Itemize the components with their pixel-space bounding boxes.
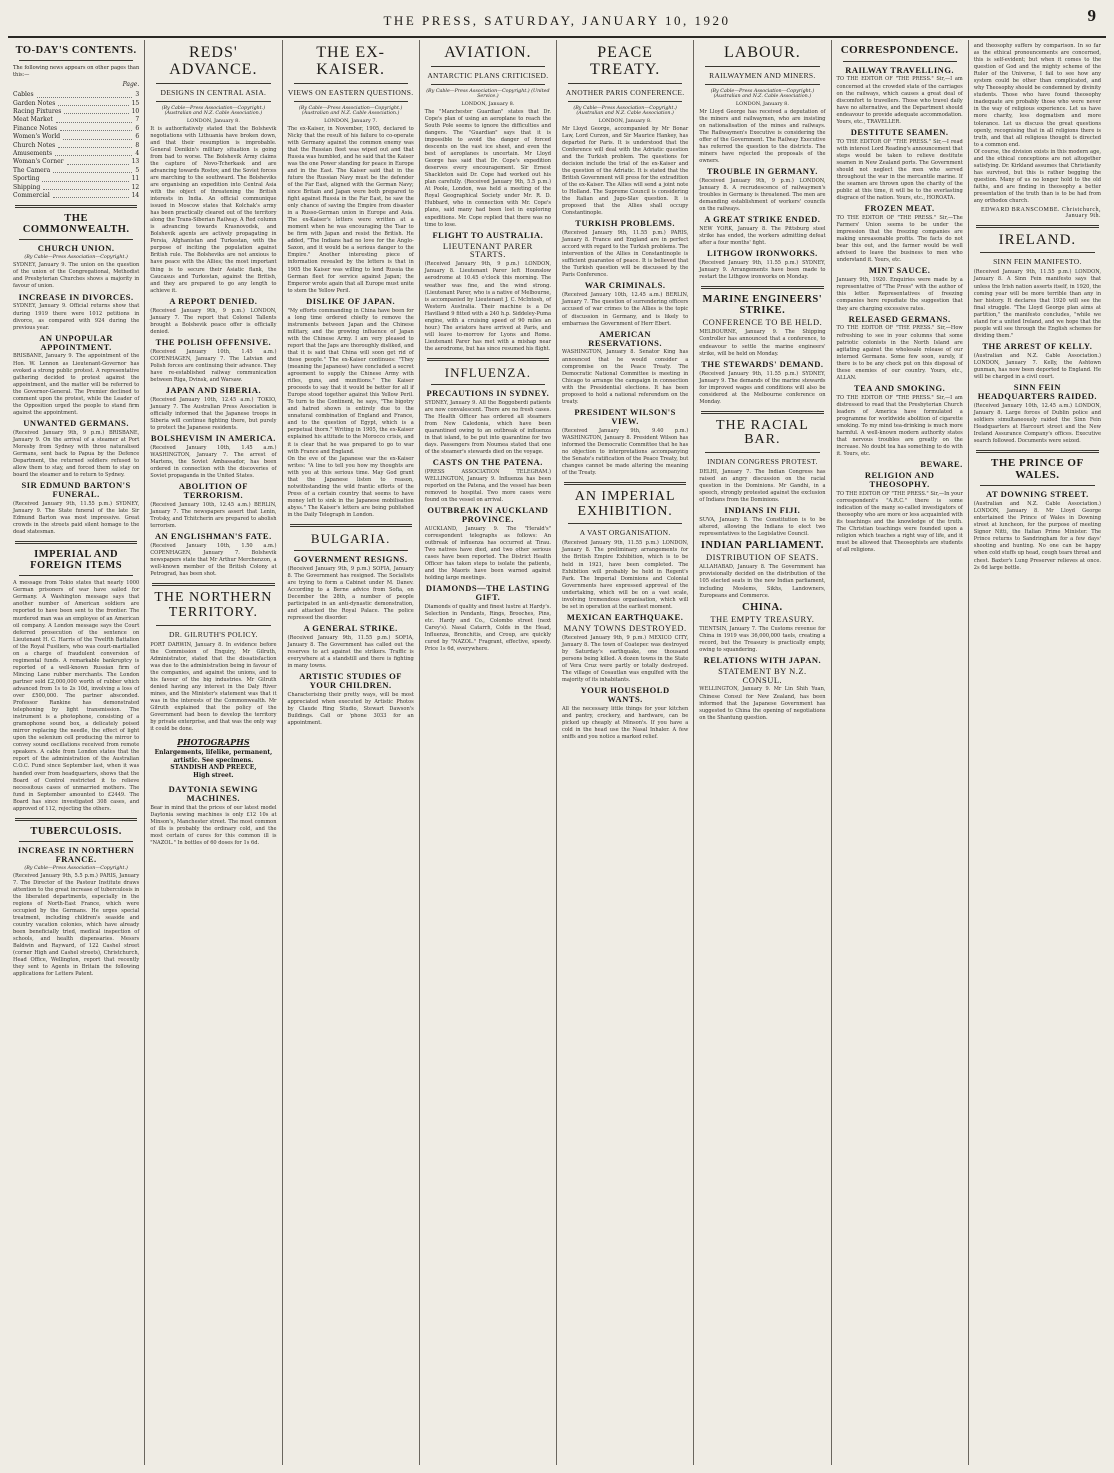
- precautions-heading: PRECAUTIONS IN SYDNEY.: [426, 387, 550, 398]
- article-body: Diamonds of quality and finest lustre at Hardy's. Selection in Pendants, Rings, Brooches, Pins, etc. Hardy and Co., Colombo street (next Carey's). Nasal Catarrh, Colds in the Head, Influenza, Bronchitis, and Croup, are quickly cured by "NAZOL." Fragrant, effective, speedy. Price 1s 6d, everywhere.: [424, 604, 551, 653]
- article-headline: THE EX-KAISER.: [316, 44, 386, 78]
- divider: [701, 286, 823, 289]
- article-body: (Received January 10th, 12.45 a.m.) TOKIO, January 7. The Australian Press Association is officially informed that the Japanese troops in Siberia will continue fighting there, but purely to protect the Japanese residents.: [150, 396, 277, 432]
- article-body: January 9th, 1920. Enquiries were made by a representative of "The Press" with the author of this letter. Representatives of freezing companies here repudiate the suggestion that they are charging excessive rates.: [836, 277, 963, 312]
- released-heading: RELEASED GERMANS.: [848, 313, 951, 324]
- leader-dots: [58, 142, 132, 148]
- article-body: (Received January 10th, 12.45 a.m.) LONDON, January 8. Large forces of Dublin police and soldiers simultaneously raided the Sinn Fein Headquarters at Harcourt street and the New Ireland Assurance Company's offices. Executive search followed. Documents were seized.: [973, 402, 1101, 445]
- article-body: TO THE EDITOR OF "THE PRESS." Sir,—The Farmers' Union seems to be under the impression that the freezing companies are making unreasonable profits. The facts do not bear this out, and the farmer would be well advised to leave the business to men who understand it. Yours, etc.: [836, 215, 963, 264]
- contents-item-page: 14: [131, 191, 140, 199]
- divider: [701, 411, 823, 414]
- contents-item: [13, 158, 139, 166]
- divider: [19, 239, 133, 240]
- article-body: It is authoritatively stated that the Bolshevik negotiations with Lithuania have broken down, and that their resumption is improbable. General Denikin's military situation is going from bad to worse. The Bolshevik Army claims the capture of Novo-Tcherkask and are advancing towards Rostov, and the Soviet forces are marching to the southward. The Bolsheviks are organising an expedition into Central Asia with the object of threatening the British interests in India. An official communique issued in Moscow states that Kolchak's army has been practically cleared out of the territory along the Trans-Siberian Railway. A Red column is advancing towards Krasnovodsk, and Bolshevik agents are actively propagating in Persia, Afghanistan and Turkestan, with the purpose of inciting the population against British rule. The Bolsheviks are not anxious to have peace with the Allies; the most important thing is to secure their Asiatic flank, the Caucasus and Turkestan, against the British, and they are prepared to go any length to achieve it.: [150, 125, 277, 294]
- photographs-ad-text: Enlargements, lifelike, permanent, artistic. See specimens. STANDISH AND PREECE, High street.: [154, 749, 273, 779]
- leader-dots: [63, 133, 132, 139]
- leader-dots: [67, 158, 129, 164]
- contents-item-name: Garden Notes: [13, 99, 56, 107]
- report-denied-heading: A REPORT DENIED.: [169, 295, 258, 306]
- dateline: LONDON, January 8.: [461, 100, 515, 107]
- contents-item-page: 8: [135, 141, 140, 149]
- article-body: (Received January 10th, 12.45 a.m.) BERLIN, January 7. The question of surrendering officers accused of war crimes to the Allies is the topic of discussion in Germany, and is likely to embarrass the Government of Herr Ebert.: [562, 292, 689, 327]
- article-body: TO THE EDITOR OF "THE PRESS." Sir,—I am concerned at the crowded state of the carriages on the railways, which causes a great deal of discomfort to travellers. Those who travel daily have no alternative, and the Department should endeavour to provide adequate accommodation. Yours, etc., TRAVELLER.: [836, 76, 963, 125]
- column-5: [557, 40, 694, 1465]
- column-4: [420, 40, 557, 1465]
- leader-dots: [64, 108, 128, 114]
- divider: [705, 452, 819, 453]
- article-body: All the necessary little things for your kitchen and pantry, crockery, and hardware, can be picked up cheaply at Minson's. If you have a cold in the head use the Nasal Inhaler. A few sniffs and you notice a marked relief.: [562, 705, 689, 741]
- vast-subheading: A VAST ORGANISATION.: [579, 528, 671, 538]
- contents-item: [13, 91, 139, 99]
- contents-item-page: 6: [135, 133, 140, 141]
- contents-list: [13, 91, 139, 200]
- article-subheading: RAILWAYMEN AND MINERS.: [709, 70, 816, 80]
- article-body: BRISBANE, January 9. The appointment of the Hon. W. Lennon as Lieutenant-Governor has evoked a strong public protest. A representative gathering decided to protest against the appointment, and the matter will be referred to the Governor-General. The Premier declined to comment upon the protest, while the Leader of the Opposition urged the people to stand firm against the appointment.: [13, 353, 140, 416]
- article-body: (Received January 9th, 9 p.m.) LONDON, January 8. Lieutenant Parer left Hounslow aerodrome at 10.45 o'clock this morning. The weather was fine, and the wind strong. (Lieutenant Parer, who is a native of Melbourne, is accompanied by Lieutenant J. C. McIntosh, of Western Australia. Their machine is a De Havilland 9 fitted with a 240 h.p. Siddeley-Puma engine, with a cruising speed of 90 miles an hour.) The aviators have arrived at Paris, and will leave to-morrow for Lyons and Rome. Lieutenant Parer has met with a mishap near the aerodrome, but has since resumed his flight.: [424, 261, 551, 352]
- contents-item: [13, 100, 139, 108]
- article-subheading: DESIGNS IN CENTRAL ASIA.: [160, 87, 267, 97]
- contents-item-name: Sporting: [13, 175, 40, 183]
- article-body: "My efforts commanding in China have been for a long time ordered chiefly to remove the instruments between Japan and the Chinese military, and the growing influence of Japan with the Chinese Army. I am very pleased to report that the Japs are thoroughly disliked, and that it is said that China will soon get rid of these people." The ex-Kaiser continues: "They (meaning the Japanese) have concluded a secret agreement to supply the Chinese Army with rifles, guns, and munitions." The Kaiser proceeds to say that it would be better for all if Europe stood together against this Yellow Peril. To turn to the Continent, he says, "The bigotry and hatred shown is entirely due to the unnatural combination of England and France, and to the question of Egypt, which is a perpetual thorn." Writing in 1905, the ex-Kaiser explained his attitude to the Morocco crisis, and it is clear that he was prepared to go to war with France and England.: [287, 307, 414, 455]
- article-body: PORT DARWIN, January 8. In evidence before the Commission of Enquiry, Mr Gilruth, Administrator, stated that the dissatisfaction was due to the administration being in favour of the companies, and against the unions, and to his favour of the big industries. Mr Gilruth denied having any interest in the Daly River mines, and the Minister's statement was that it was in the interests of the Commonwealth. Mr Gilruth explained that the policy of the Government had been to develop the territory by private enterprise, and that was the only way it could be done.: [150, 641, 277, 733]
- contents-item-page: 11: [131, 175, 140, 183]
- divider: [294, 550, 408, 551]
- france-heading: INCREASE IN NORTHERN FRANCE.: [17, 844, 135, 864]
- article-headline: LABOUR.: [723, 44, 801, 61]
- ireland-headline: IRELAND.: [998, 231, 1077, 248]
- masthead-rule: [8, 36, 1106, 38]
- influenza-headline: INFLUENZA.: [444, 364, 531, 380]
- religion-heading: RELIGION AND THEOSOPHY.: [864, 470, 935, 490]
- column-6: [694, 40, 831, 1465]
- indian-parliament-heading: INDIAN PARLIAMENT.: [700, 540, 824, 552]
- contents-item-name: Meat Market: [13, 116, 53, 124]
- column-1: [8, 40, 145, 1465]
- article-body: MELBOURNE, January 9. The Shipping Controller has announced that a conference, to endeavour to settle the marine engineers' strike, will be held on Monday.: [699, 329, 826, 357]
- masthead: [0, 0, 1114, 40]
- statement-heading: STATEMENT BY N.Z. CONSUL.: [718, 665, 807, 685]
- bolshevism-heading: BOLSHEVISM IN AMERICA.: [150, 433, 276, 444]
- church-union-heading: CHURCH UNION.: [37, 243, 115, 254]
- war-criminals-heading: WAR CRIMINALS.: [584, 280, 666, 291]
- contents-item-name: Amusements: [13, 149, 53, 157]
- leader-dots: [53, 192, 129, 198]
- article-body: TIENTSIN, January 7. The Customs revenue for China in 1919 was 36,000,000 taels, creating a record, but the Treasury is practically empty, owing to squandering.: [699, 625, 826, 653]
- indian-congress-subheading: INDIAN CONGRESS PROTEST.: [707, 457, 818, 467]
- imperial-expo-headline: AN IMPERIAL EXHIBITION.: [574, 489, 676, 519]
- divider: [431, 384, 545, 385]
- divider: [568, 523, 682, 524]
- divider: [156, 83, 270, 84]
- contents-item-name: Commercial: [13, 191, 50, 199]
- article-body: (Received January 10th, 12.45 a.m.) BERLIN, January 7. The newspapers assert that Lenin, Trotsky, and Tchitcherin are prepared to abolish terrorism.: [150, 502, 277, 530]
- frozen-meat-heading: FROZEN MEAT.: [864, 203, 935, 214]
- china-heading: CHINA.: [742, 601, 783, 613]
- article-body: (Received January 10th, 1.45 a.m.) COPENHAGEN, January 7. The Latvian and Polish forces are continuing their advance. They have re-established railway communication between Riga, Dvinsk, and Warsaw.: [150, 348, 277, 383]
- leader-dots: [43, 184, 128, 190]
- credit-line: (By Cable—Press Association—Copyright.) (Australian and N.Z. Cable Association.): [298, 105, 403, 116]
- article-subheading: ANOTHER PARIS CONFERENCE.: [565, 87, 685, 97]
- downing-heading: AT DOWNING STREET.: [985, 489, 1089, 500]
- article-body: (Received January 9th, 9.40 p.m.) WASHINGTON, January 8. President Wilson has informed the Democratic Committee that he has no objection to interpretations accompanying the Senate's ratification of the Peace Treaty, but changes cannot be made altering the meaning of the Treaty.: [562, 427, 689, 476]
- correspondence-heading: CORRESPONDENCE.: [840, 44, 959, 56]
- article-body: TO THE EDITOR OF "THE PRESS." Sir,—In your correspondent's "A.R.C." there is some indication of the many so-called investigators of theosophy who are more or less acquainted with its teachings and the knowledge of the truth. The Christian teachings were founded upon a religion which teaches a right way of life, and it must be allowed that Theosophists are students of all religions.: [836, 490, 963, 554]
- article-body: The ex-Kaiser, in November, 1905, declared to Nicky that the result of his failure to co-operate with Germany against the common enemy was that the Russian fleet was wiped out and that Russia was humbled, and he said that the Kaiser was the one Power standing for peace in Europe and in the East. The Kaiser said that in the future the Russian Navy must be the defender of the Far East, aligned with the German Navy; since Britain and Japan were both prepared to fight against Russia in the Far East, he saw the only chance of saving the Empire from disaster in a Russo-German union in Europe and Asia. The ex-Kaiser's letters were written at a moment when he was encouraging the Tsar to be firm with Japan and resist the British. He added, "The Indians had no love for the Anglo-Saxon, and it would be a serious danger to the Empire." Another interesting piece of information revealed by the letters is that in 1905 the Kaiser was willing to lend Russia the German fleet for service against Japan; the Emperor wrote again that all Europe must unite to stem the Yellow Peril.: [287, 125, 414, 294]
- article-body: (Australian and N.Z. Cable Association.) LONDON, January 7. Kelly, the Ashtown gunman, has now been deported to England. He will be charged in a civil court.: [973, 352, 1101, 380]
- article-body: (Received January 9th, 11.55 p.m.) PARIS, January 8. France and England are in perfect accord with regard to the Turkish problems. The intervention of the Allies in Constantinople is sufficient guarantee of peace. It is believed that the Turkish question will be discussed by the Paris Conference.: [562, 230, 689, 279]
- divider: [843, 61, 957, 62]
- divider: [156, 625, 270, 626]
- bulgaria-headline: BULGARIA.: [310, 531, 391, 547]
- divider: [290, 524, 412, 527]
- divider: [19, 841, 133, 842]
- polish-heading: THE POLISH OFFENSIVE.: [155, 336, 272, 347]
- contents-item: [13, 142, 139, 150]
- leader-dots: [58, 100, 128, 106]
- japan-siberia-heading: JAPAN AND SIBERIA.: [165, 384, 262, 395]
- article-headline: PEACE TREATY.: [589, 44, 661, 78]
- article-body: The "Manchester Guardian" states that Dr. Cope's plan of using an aeroplane to reach the South Pole seems to ignore the difficulties and dangers. The "Guardian" says that it is impossible to avoid the danger of forced descents on the vast ice sheet, and even the best of aeroplanes is uncertain. Mr Lloyd George has said that Dr. Cope's expedition deserves every encouragement. Sir Ernest Shackleton said Dr. Cope had worked out his plan carefully. (Received January 9th, 5.5 p.m.) At Poole, London, was held a meeting of the Royal Geographical Society under Mr. R. D. Hubbard, who in connection with Mr. Cope's plans, said many had been lost in exploring expeditions. Mr. Cope replied that there was no time to lose.: [424, 108, 551, 228]
- article-body: Mr Lloyd George has received a deputation of the miners and railwaymen, who are insisting on nationalisation of the mines and railways. The Railwaymen's Executive is considering the offer of the Government. The Railway Executive has referred the question to the districts. The miners have rejected the proposals of the owners.: [699, 108, 826, 165]
- credit-line: (By Cable—Press Association—Copyright.) (United Service.): [426, 88, 550, 99]
- contents-item-name: The Camera: [13, 166, 51, 174]
- article-body: (Received January 9th, 11.55 p.m.) LONDON, January 8. The preliminary arrangements for the British Empire Exhibition, which is to be held in 1921, have been completed. The Exhibition will probably be held in Regent's Park. The Imperial Dominions and Colonial Governments have expressed approval of the undertaking, which will be on a vast scale, involving tremendous organisation, which will be set in operation at the earliest moment.: [562, 540, 689, 610]
- divider: [431, 66, 545, 67]
- contents-item-name: Shipping: [13, 183, 41, 191]
- leader-dots: [53, 167, 132, 173]
- article-body: SYDNEY, January 9. All the Boggoberdi patients are now convalescent. There are no fresh cases. The Health Officer has ordered all steamers from New Caledonia, which have been quarantined owing to an outbreak of influenza in that island, to be put into quarantine for two days. Passengers from Noumea stated that one of the steamer's stewards died on the voyage.: [424, 399, 551, 455]
- article-body: DELHI, January 7. The Indian Congress has raised an angry discussion on the racial question in the Dominions. Mr Gandhi, in a speech, strongly protested against the exclusion of Indians from the Dominions.: [699, 469, 826, 504]
- railway-heading: RAILWAY TRAVELLING.: [845, 64, 955, 75]
- article-body: SYDNEY, January 9. Official returns show that during 1919 there were 1012 petitions in divorce, as compared with 924 during the previous year.: [13, 303, 140, 331]
- divider: [705, 84, 819, 85]
- credit-line: (By Cable—Press Association—Copyright.) (Australian and N.Z. Cable Association.): [710, 88, 815, 99]
- unwanted-heading: UNWANTED GERMANS.: [23, 417, 130, 428]
- credit-line: (By Cable—Press Association—Copyright.): [24, 865, 128, 871]
- article-body: (Australian and N.Z. Cable Association.) LONDON, January 8. Mr Lloyd George entertained the Prince of Wales in Downing street at luncheon, for the purpose of meeting Signor Nitti, the Italian Prime Minister. The Prince returns to Sandringham for a few days' shooting and hunting. No one can be happy when cold stuffs up head, cough tears throat and chest. Baxter's Lung Preserver relieves at once. 2s 6d large bottle.: [973, 501, 1101, 571]
- contents-item: [13, 108, 139, 116]
- contents-item-name: Woman's Corner: [13, 158, 64, 166]
- contents-intro: The following news appears on other pages than this:—: [13, 65, 140, 79]
- contents-item-page: 3: [135, 91, 140, 99]
- destitute-heading: DESTITUTE SEAMEN.: [850, 126, 949, 137]
- dateline: LONDON, January 7.: [324, 117, 378, 124]
- racial-headline: THE RACIAL BAR.: [715, 417, 809, 448]
- divider: [568, 101, 682, 102]
- article-body: SYDNEY, January 9. The union on the question of the union of the Congregational, Methodist and Presbyterian Churches shows a majority in favour of union.: [13, 262, 140, 290]
- household-heading: YOUR HOUSEHOLD WANTS.: [580, 685, 670, 704]
- fiji-heading: INDIANS IN FIJI.: [724, 505, 801, 516]
- englishman-heading: AN ENGLISHMAN'S FATE.: [155, 531, 272, 542]
- signature: EDWARD BRANSCOMBE. Christchurch, January 9th.: [980, 207, 1101, 220]
- credit-line: (By Cable—Press Association—Copyright.): [24, 255, 128, 261]
- article-body: A message from Tokio states that nearly 1000 German prisoners of war have sailed for Germany. A Washington message says that another number of American soldiers are reported to have been sent to the frontier. The murdered man was an employee of an American oil company. A London message says the Court deferred prosecution of the sentence on Lieutenant H. C. Harris of the Twelfth Battalion of the Royal Fusiliers, who was court-martialled on a charge of fraudulent conversion of regimental funds. A remarkable bankruptcy is reported of a well-known Russian firm of Mincing Lane rubber merchants. The London partner sold £2,000,000 worth of rubber which advanced from 1s to 2s 10d, involving a loss of over £500,000. The partner absconded. Professor Rankine has demonstrated telephoning by light transmission. The instrument is a photophone, consisting of a gramophone sound box, a delicately poised mirror replacing the needle, the effect of light upon the selenium cell producing the mirror to convey sound oscillations received from remote speakers. A cable from London states that the report of the administration of the Australian C.O.C. Fund since September last, when it was handed over from headquarters, shows that the Board of Control restricted it to relieve necessitous cases of unmarried mothers. The fund in September amounted to £2449. The Board has since investigated 308 cases, and approved of 112, rejecting the others.: [13, 580, 140, 812]
- patena-heading: CASTS ON THE PATENA.: [432, 456, 543, 467]
- contents-item-name: Finance Notes: [13, 124, 58, 132]
- unpopular-heading: AN UNPOPULAR APPOINTMENT.: [39, 332, 113, 352]
- contents-page-label: Page.: [122, 81, 140, 89]
- commonwealth-heading: THE COMMONWEALTH.: [22, 213, 130, 236]
- leader-dots: [55, 150, 132, 156]
- masthead-title: THE PRESS, SATURDAY, JANUARY 10, 1920: [383, 13, 731, 28]
- article-body: (Received January 10th, 1.45 a.m.) WASHINGTON, January 7. The arrest of Martens, the Soviet Ambassador, has been ordered in connection with the discoveries of Soviet propaganda in the United States.: [150, 445, 277, 480]
- leader-dots: [56, 116, 133, 122]
- govt-resigns-heading: GOVERNMENT RESIGNS.: [293, 553, 408, 564]
- contents-item-name: Cables: [13, 91, 34, 99]
- contents-item: [13, 125, 139, 133]
- leader-dots: [60, 125, 132, 131]
- divider: [705, 66, 819, 67]
- great-strike-heading: A GREAT STRIKE ENDED.: [704, 214, 821, 225]
- article-body: (Received January 9th, 11.55 p.m.) SYDNEY, January 9. The demands of the marine stewards for improved wages and conditions will also be considered at the Melbourne conference on Monday.: [699, 370, 826, 405]
- photographs-ad-title: PHOTOGRAPHS: [177, 737, 250, 748]
- dateline: LONDON, January 8.: [186, 117, 240, 124]
- divorces-heading: INCREASE IN DIVORCES.: [18, 291, 134, 302]
- contents-item-name: Women's World: [13, 133, 61, 141]
- divider: [19, 575, 133, 576]
- column-8: [969, 40, 1106, 1465]
- northern-headline: THE NORTHERN TERRITORY.: [154, 590, 273, 621]
- article-body: WASHINGTON, January 8. Senator King has announced that he would consider a compromise on the Peace Treaty. The Democratic National Committee is meeting in Chicago to arrange the campaign in connection with the Presidential elections. It has been proposed to hold a national referendum on the treaty.: [562, 349, 689, 405]
- article-body: (Received January 9th, 9 p.m.) SOFIA, January 8. The Government has resigned. The Socialists are trying to form a Cabinet under M. Danev. According to a Berne advice from Sofia, on December the 28th, a number of people participated in an anti-dynastic demonstration, and attacked the Royal Palace. The police repressed the disorder.: [287, 565, 414, 621]
- article-body: and theosophy suffers by comparison. In so far as the ethical pronouncements are concerned, this is self-evident; but when it comes to the question of God and the mighty scheme of the Ruler of the Universe, I fail to see how any system could be other than complicated, and why Theosophy should be condemned by divinity students. Those who have found theosophy inadequate are probably those who were never in the way of religious experience. Let us have more charity, less dogmatism and more tolerance. Let us discuss the great questions openly, recognising that in all religions there is truth, and that all religious thought is directed to a common end.: [973, 43, 1101, 148]
- conference-heading: CONFERENCE TO BE HELD.: [702, 317, 823, 328]
- contents-item: [13, 192, 139, 200]
- divider: [156, 101, 270, 102]
- divider: [19, 60, 133, 61]
- credit-line: (By Cable—Press Association—Copyright.) (Australian and N.Z. Cable Association.): [161, 105, 266, 116]
- contents-item: [13, 116, 139, 124]
- headquarters-heading: SINN FEIN HEADQUARTERS RAIDED.: [977, 382, 1098, 401]
- column-3: [283, 40, 420, 1465]
- article-body: TO THE EDITOR OF "THE PRESS." Sir,—I am distressed to read that the Presbyterian Church leaders of America have formulated a programme for worldwide abolition of cigarette smoking. To my mind tea-drinking is much more harmful. A well-known modern authority states that nervous troubles are greatly on the increase. No doubt tea has something to do with it. Yours, etc.: [836, 394, 963, 458]
- leader-dots: [37, 91, 133, 97]
- mint-sauce-heading: MINT SAUCE.: [868, 265, 931, 276]
- contents-item-page: 5: [135, 166, 140, 174]
- article-body: (Received January 9th, 9 p.m.) LONDON, January 8. A recrudescence of railwaymen's troubles in Germany is threatened. The men are demanding establishment of workers' councils on the railways.: [699, 178, 826, 213]
- contents-item-page: 12: [131, 183, 140, 191]
- contents-item-page: 4: [135, 149, 140, 157]
- treasury-heading: THE EMPTY TREASURY.: [710, 613, 815, 624]
- trouble-germany-heading: TROUBLE IN GERMANY.: [706, 166, 818, 177]
- contents-item-page: 6: [135, 124, 140, 132]
- article-subheading: VIEWS ON EASTERN QUESTIONS.: [287, 87, 414, 97]
- american-heading: AMERICAN RESERVATIONS.: [588, 328, 662, 348]
- article-body: (Received January 9th, 5.5 p.m.) PARIS, January 7. The Director of the Pasteur Institute draws attention to the great increase of tuberculosis in the liberated departments, especially in the regions of North-East France, which were occupied by the Germans. He urges special treatment, including children's seaside and country vacation colonies, which have already been beneficially tried, medical inspection of schools, and health dispensaries. Messrs Baldwin and Rayward, of 122 Cashel street (corner High and Cashel streets), Christchurch, Head Office, Wellington, report that recently they sent to Agents in Britain the following applications for Letters Patent.: [13, 872, 140, 978]
- lithgow-heading: LITHGOW IRONWORKS.: [706, 248, 818, 259]
- divider: [294, 101, 408, 102]
- beware-heading: BEWARE.: [920, 459, 963, 470]
- artistic-heading: ARTISTIC STUDIES OF YOUR CHILDREN.: [299, 671, 402, 691]
- turkish-heading: TURKISH PROBLEMS.: [575, 218, 675, 229]
- towns-heading: MANY TOWNS DESTROYED.: [563, 622, 687, 633]
- article-subheading: ANTARCTIC PLANS CRITICISED.: [427, 70, 549, 80]
- article-body: (PRESS ASSOCIATION TELEGRAM.) WELLINGTON, January 9. Influenza has been reported on the Patena, and the vessel has been removed to hospital. Two more cases were found on the vessel on arrival.: [424, 468, 551, 504]
- leader-dots: [42, 175, 128, 181]
- divider: [427, 358, 549, 361]
- columns: [8, 40, 1106, 1465]
- article-body: Bear in mind that the prices of our latest model Daytonia sewing machines is only £12 10s at Minson's, Manchester street. The most common of ills is probably the ordinary cold, and the most certain of cures for this common ill is "NAZOL." In bottles of 60 doses for 1s 6d.: [150, 804, 277, 847]
- general-strike-heading: A GENERAL STRIKE.: [303, 622, 398, 633]
- contents-item: [13, 150, 139, 158]
- tuberculosis-heading: TUBERCULOSIS.: [30, 825, 122, 837]
- divider: [15, 818, 137, 821]
- flight-heading: FLIGHT TO AUSTRALIA.: [432, 229, 544, 240]
- article-headline: REDS' ADVANCE.: [169, 44, 258, 78]
- article-body: (Received January 9th, 11.55 p.m.) SYDNEY, January 9. The State funeral of the late Sir Edmund Barton was most impressive. Great crowds in the streets paid silent homage to the dead statesman.: [13, 501, 140, 536]
- divider: [976, 450, 1099, 453]
- article-body: Characterising their pretty ways, will be most appreciated when executed by Artistic Photos by Claude Ring Studio, Stewart Dawson's Buildings. Call or 'phone 3033 for an appointment.: [287, 691, 414, 727]
- article-body: Of course, the division exists in this modern age, and the ethical conceptions are not altogether satisfying. Dr. Kirkland assumes that Christianity has survived, but this is rather begging the question. Many of us no longer hold to the old faiths, and are finding in theosophy a better presentation of the truth than is to be had from any orthodox church.: [973, 148, 1101, 205]
- mexican-heading: MEXICAN EARTHQUAKE.: [566, 611, 684, 622]
- contents-item-name: Church Notes: [13, 141, 56, 149]
- tea-heading: TEA AND SMOKING.: [853, 382, 946, 393]
- prince-heading: THE PRINCE OF WALES.: [991, 457, 1084, 481]
- barton-heading: SIR EDMUND BARTON'S FUNERAL.: [21, 480, 131, 500]
- divider: [431, 84, 545, 85]
- article-body: WELLINGTON, January 9. Mr Lin Shih Yuan, Chinese Consul for New Zealand, has been informed that the Japanese Government has suggested to China the opening of negotiations on the Shantung question.: [699, 686, 826, 721]
- article-body: (Received January 9th, 9 p.m.) BRISBANE, January 9. On the arrival of a steamer at Port Moresby from Sydney with three naturalised Germans, sent back to Papua by the Defence Department, the returned soldiers refused to allow them to stay, and forced them to stay on board the steamer and to return to Sydney.: [13, 429, 140, 479]
- article-body: On the eve of the Japanese war the ex-Kaiser writes: "A line to tell you how my thoughts are with you at this serious time. May God grant that the Japanese listen to reason, notwithstanding the wild frantic efforts of the Press of a certain country that seems to have money left to sink in the Japanese mobilisation abyss." The Kaiser's letters are being published in the Daily Telegraph in London.: [287, 455, 414, 518]
- article-body: AUCKLAND, January 9. The "Herald's" correspondent telegraphs as follows: An outbreak of influenza has occurred at Tirau. Two natives have died, and two other serious cases have been reported. The District Health Officer has taken steps to isolate the patients, and the Maoris have been warned against holding large meetings.: [424, 525, 551, 582]
- article-body: (Received January 9th, 9 p.m.) MEXICO CITY, January 8. The town of Coatepec was destroyed by Saturday's earthquake, one thousand persons being killed. A dozen towns in the State of Vera Cruz were partly or totally destroyed. The village of Cosautlan was engulfed with the majority of its inhabitants.: [562, 634, 689, 683]
- divider: [976, 225, 1099, 228]
- article-headline: AVIATION.: [444, 44, 532, 61]
- contents-heading: TO-DAY'S CONTENTS.: [15, 45, 137, 56]
- contents-item-page: 15: [131, 99, 140, 107]
- column-7: [832, 40, 969, 1465]
- article-body: SUVA, January 8. The Constitution is to be altered, allowing the Indians to elect two representatives to the Legislative Council.: [699, 517, 826, 538]
- contents-item: [13, 184, 139, 192]
- dateline: LONDON, January 8.: [598, 117, 652, 124]
- divider: [152, 583, 274, 586]
- credit-line: (By Cable—Press Association—Copyright.) (Australian and N.Z. Cable Association.): [573, 105, 677, 116]
- article-body: ALLAHABAD, January 8. The Government has provisionally decided on the distribution of the 105 elected seats in the new Indian parliament, including Moslems, Sikhs, Landowners, Europeans and Commerce.: [699, 564, 826, 599]
- contents-item: [13, 167, 139, 175]
- article-body: (Received January 9th, 11.55 p.m.) LONDON, January 8. A Sinn Fein manifesto says that unless the Irish nation asserts itself, in 1920, the coming year will be more terrible than any in her history. It declares that 1920 will see the final struggle. "The Lloyd George plan aims at partition," the manifesto concludes, "while we stand for a united Ireland, and we hope that the people will see through the English schemes for dividing them.": [973, 269, 1101, 339]
- column-2: [145, 40, 282, 1465]
- divider: [980, 485, 1095, 486]
- contents-item-page: 7: [135, 116, 140, 124]
- article-body: (Received January 9th, 11.55 p.m.) SYDNEY, January 9. Arrangements have been made to restart the Lithgow ironworks on Monday.: [699, 260, 826, 281]
- terrorism-heading: ABOLITION OF TERRORISM.: [178, 481, 248, 501]
- page-number: 9: [1087, 6, 1096, 25]
- sinn-fein-subheading: SINN FEIN MANIFESTO.: [993, 257, 1082, 267]
- divider: [568, 83, 682, 84]
- diamonds-heading: DIAMONDS—THE LASTING GIFT.: [425, 583, 550, 603]
- dislike-japan-heading: DISLIKE OF JAPAN.: [306, 295, 396, 306]
- dateline: LONDON, January 8.: [735, 100, 789, 107]
- divider: [980, 252, 1095, 253]
- imperial-heading: IMPERIAL AND FOREIGN ITEMS: [30, 549, 123, 572]
- article-body: Mr Lloyd George, accompanied by Mr Bonar Law, Lord Curzon, and Sir Maurice Hankey, has departed for Paris. It is understood that the Conference will deal with the Adriatic question and the Turkish problem. The questions for decision include the trial of the ex-Kaiser and the question of the Adriatic. It is stated that the British Government will press for the extradition of the ex-Kaiser. The Allies will send a joint note to Holland. The Supreme Council is considering the Italian and Jugo-Slav question. It is proposed that the Allies shall occupy Constantinople.: [562, 125, 689, 217]
- contents-item-page: 10: [131, 107, 140, 115]
- contents-item: [13, 133, 139, 141]
- distribution-heading: DISTRIBUTION OF SEATS.: [705, 552, 819, 563]
- divider: [15, 541, 137, 544]
- divider: [294, 83, 408, 84]
- gilruth-subheading: DR. GILRUTH'S POLICY.: [168, 629, 258, 639]
- contents-item-page: 13: [131, 158, 140, 166]
- relations-heading: RELATIONS WITH JAPAN.: [703, 654, 822, 665]
- article-body: NEW YORK, January 8. The Pittsburg steel strike has ended, the workers admitting defeat after a four months' fight.: [699, 226, 826, 247]
- contents-item-name: Racing Fixtures: [13, 107, 62, 115]
- divider: [15, 205, 137, 208]
- contents-item: [13, 175, 139, 183]
- divider: [564, 482, 686, 485]
- marine-heading: MARINE ENGINEERS' STRIKE.: [702, 294, 823, 317]
- wilson-heading: PRESIDENT WILSON'S VIEW.: [574, 406, 676, 426]
- daytonia-heading: DAYTONIA SEWING MACHINES.: [168, 784, 259, 804]
- article-body: (Received January 10th, 1.50 a.m.) COPENHAGEN, January 7. Bolshevik newspapers state that Mr Arthur Merchenzon, a well-known member of the British Colony at Petrograd, has been shot.: [150, 543, 277, 578]
- article-body: (Received January 9th, 11.55 p.m.) SOFIA, January 8. The Government has called out the reserves to act against the strikers. Traffic is everywhere at a standstill and there is fighting in many towns.: [287, 634, 414, 670]
- outbreak-heading: OUTBREAK IN AUCKLAND PROVINCE.: [427, 505, 549, 524]
- arrest-heading: THE ARREST OF KELLY.: [982, 340, 1093, 351]
- article-body: TO THE EDITOR OF "THE PRESS." Sir,—How refreshing to see in your columns that some patriotic colonists in the North Island are agitating against the wholesale release of our interned Germans. Some few soon, surely, if there is to be any check put on this disposal of these enemies of our country. Yours, etc., ALLAN.: [836, 325, 963, 381]
- parer-heading: LIEUTENANT PARER STARTS.: [442, 240, 533, 260]
- stewards-heading: THE STEWARDS' DEMAND.: [701, 358, 824, 369]
- article-body: (Received January 9th, 9 p.m.) LONDON, January 7. The report that Colonel Tallents brought a Bolshevik peace offer is officially denied.: [150, 307, 277, 335]
- article-body: TO THE EDITOR OF "THE PRESS." Sir,—I read with interest Lord Reading's announcement that steps would be taken to relieve destitute seamen in New Zealand ports. The Government should not neglect the men who served throughout the war in the mercantile marine. If the seamen are thrown upon the charity of the public at this time, it will be to the everlasting disgrace of the nation. Yours, etc., HOROATA.: [836, 138, 963, 202]
